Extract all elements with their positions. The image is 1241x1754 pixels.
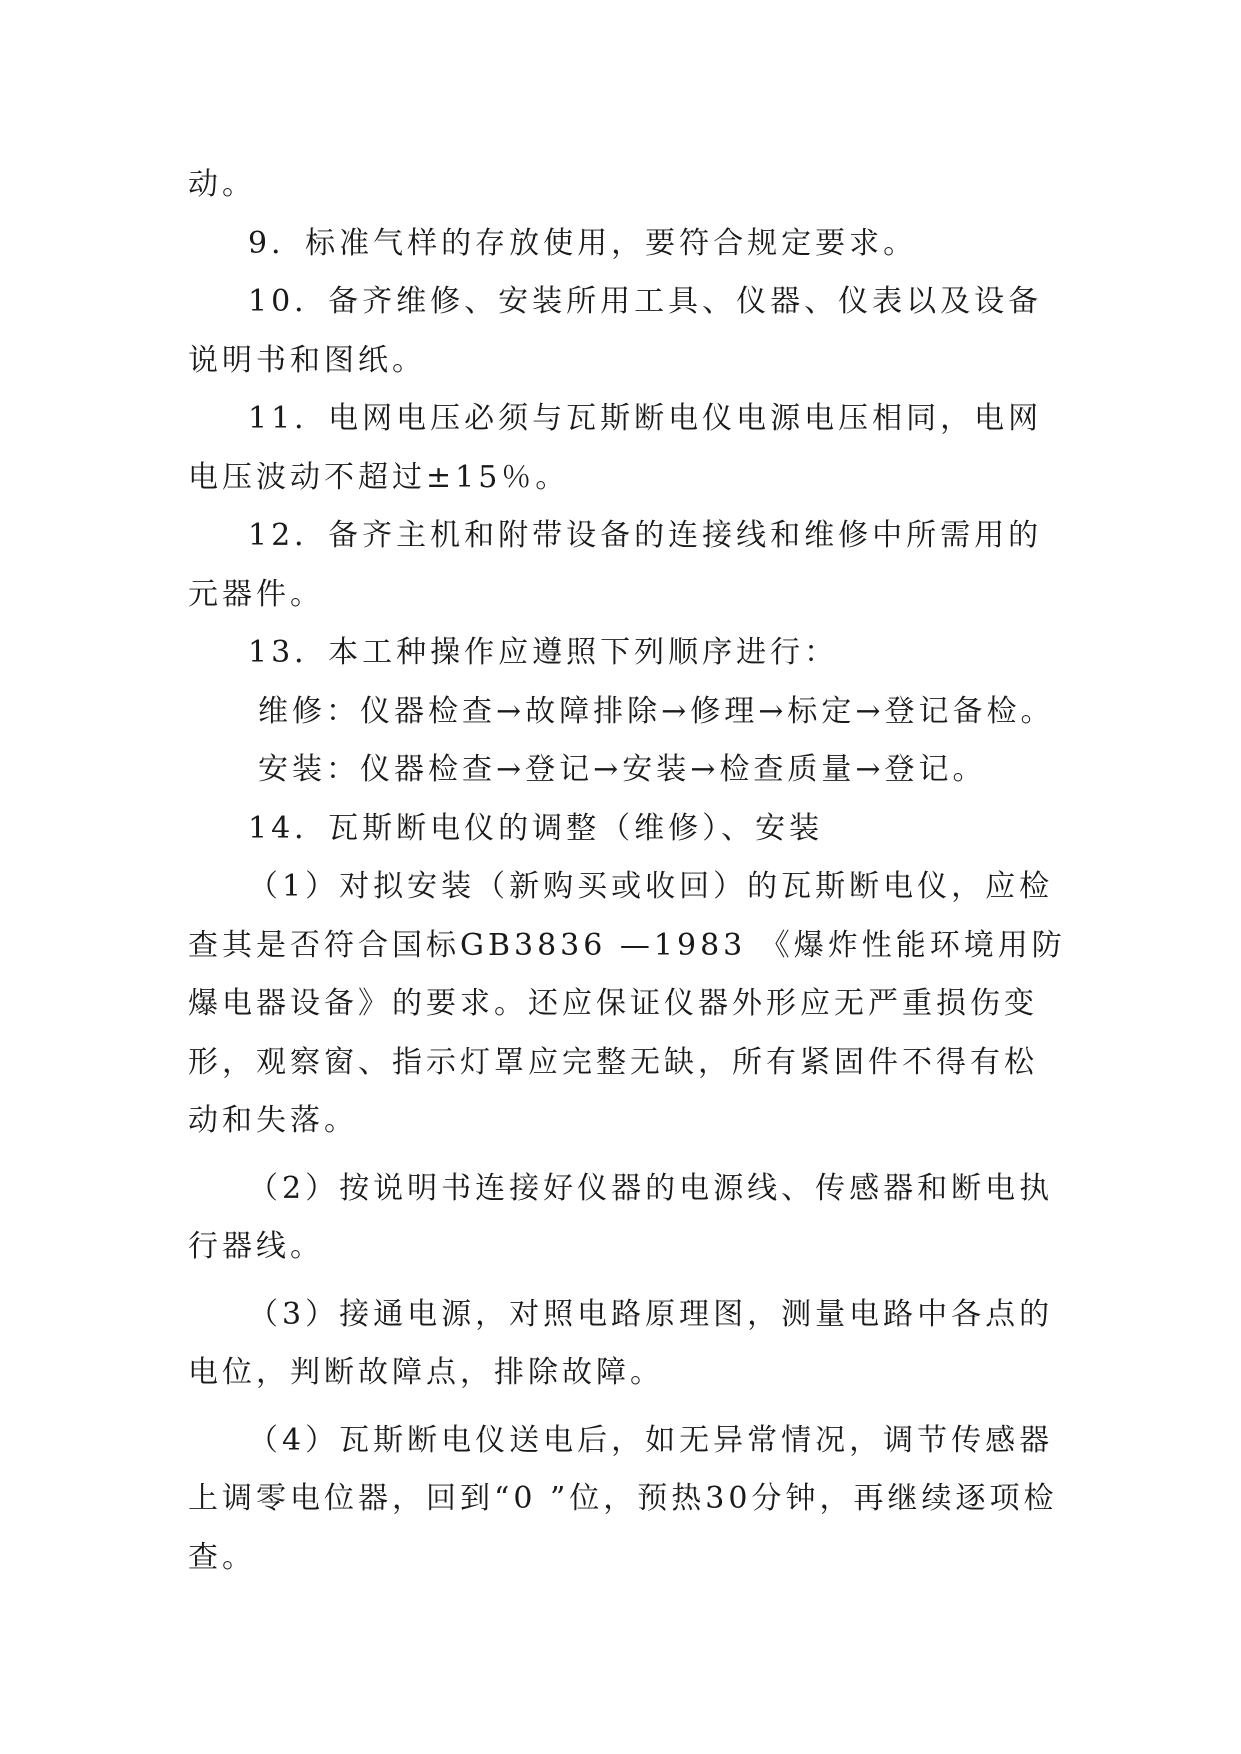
paragraph-continuation: 动。 <box>188 167 256 202</box>
paragraph-subitem-3: （3）接通电源，对照电路原理图，测量电路中各点的电位，判断故障点，排除故障。 <box>188 1296 1054 1390</box>
paragraph-item-11: 11．电网电压必须与瓦斯断电仪电源电压相同，电网电压波动不超过±15％。 <box>188 401 1043 495</box>
paragraph-item-12: 12．备齐主机和附带设备的连接线和维修中所需用的元器件。 <box>188 518 1043 612</box>
paragraph-subitem-4: （4）瓦斯断电仪送电后，如无异常情况，调节传感器上调零电位器，回到“0 ”位，预热30分钟，再继续逐项检查。 <box>188 1422 1058 1575</box>
paragraph-item-13: 13．本工种操作应遵照下列顺序进行： <box>248 635 839 670</box>
paragraph-subitem-1: （1）对拟安装（新购买或收回）的瓦斯断电仪，应检查其是否符合国标GB3836 —1983 《爆炸性能环境用防爆电器设备》的要求。还应保证仪器外形应无严重损伤变形，观察窗、指示灯罩应完整无缺，所有紧固件不得有松动和失落。 <box>188 869 1066 1138</box>
paragraph-item-9: 9．标准气样的存放使用，要符合规定要求。 <box>248 225 918 261</box>
document-body <box>188 156 1068 1587</box>
paragraph-repair-sequence: 维修：仪器检查→故障排除→修理→标定→登记备检。 <box>258 693 1055 729</box>
paragraph-item-14: 14．瓦斯断电仪的调整（维修）、安装 <box>248 810 824 846</box>
paragraph-item-10: 10．备齐维修、安装所用工具、仪器、仪表以及设备说明书和图纸。 <box>188 284 1043 378</box>
paragraph-install-sequence: 安装：仪器检查→登记→安装→检查质量→登记。 <box>258 752 987 787</box>
paragraph-subitem-2: （2）按说明书连接好仪器的电源线、传感器和断电执行器线。 <box>188 1170 1054 1264</box>
